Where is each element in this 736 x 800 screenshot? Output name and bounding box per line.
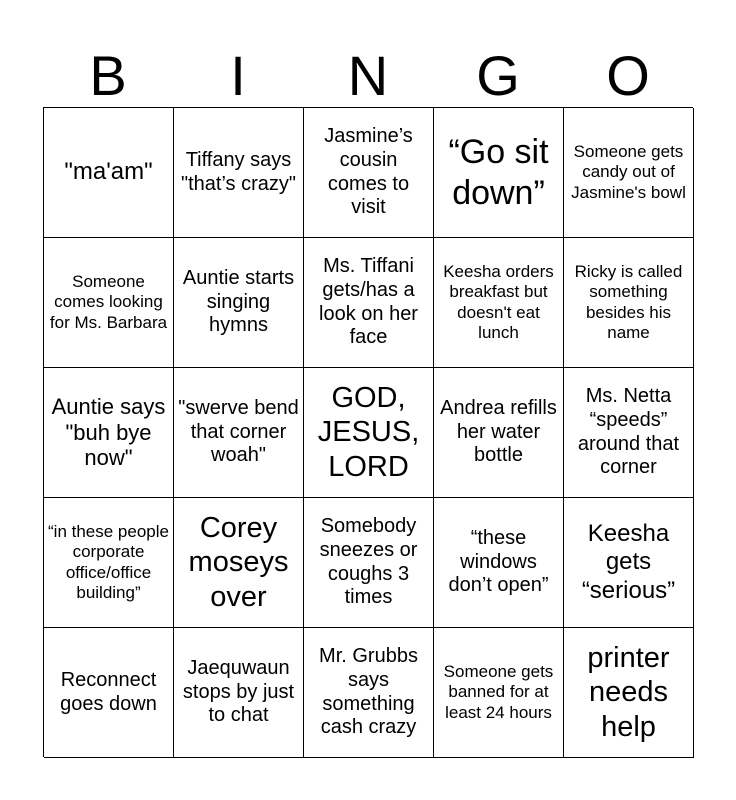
cell-text: printer needs help [587, 642, 670, 743]
cell-text: GOD, JESUS, LORD [317, 382, 420, 483]
header-letter-o: O [606, 44, 650, 107]
cell-text: Ricky is called something besides his name [574, 262, 683, 342]
cell-text: Keesha gets “serious” [581, 520, 676, 604]
bingo-cell[interactable] [44, 368, 174, 498]
bingo-cell[interactable] [564, 628, 694, 758]
cell-text: Andrea refills her water bottle [440, 397, 557, 467]
bingo-cell[interactable] [434, 628, 564, 758]
bingo-cell[interactable] [174, 238, 304, 368]
cell-text: Tiffany says "that’s crazy" [181, 148, 296, 195]
bingo-cell[interactable] [174, 498, 304, 628]
bingo-cell[interactable] [174, 368, 304, 498]
cell-text: Mr. Grubbs says something cash crazy [319, 645, 418, 739]
bingo-cell[interactable] [174, 628, 304, 758]
bingo-cell[interactable] [174, 108, 304, 238]
bingo-cell[interactable] [304, 108, 434, 238]
bingo-cell[interactable] [434, 368, 564, 498]
bingo-cell[interactable] [434, 238, 564, 368]
bingo-cell[interactable] [564, 238, 694, 368]
bingo-cell[interactable] [564, 368, 694, 498]
cell-text: Reconnect goes down [60, 668, 157, 715]
cell-text: Ms. Tiffani gets/has a look on her face [319, 255, 418, 349]
cell-text: Someone gets banned for at least 24 hours [443, 662, 554, 722]
bingo-cell[interactable] [44, 628, 174, 758]
cell-text: Keesha orders breakfast but doesn't eat lunch [443, 262, 554, 342]
bingo-cell[interactable] [44, 238, 174, 368]
cell-text: “Go sit down” [448, 133, 549, 212]
cell-text: Jaequwaun stops by just to chat [182, 657, 295, 727]
cell-text: Somebody sneezes or coughs 3 times [319, 515, 418, 609]
bingo-header [43, 44, 693, 108]
cell-text: Corey moseys over [188, 512, 289, 613]
bingo-cell[interactable] [434, 498, 564, 628]
bingo-cell[interactable] [564, 108, 694, 238]
cell-text: Jasmine’s cousin comes to visit [324, 125, 413, 219]
cell-text: “these windows don’t open” [448, 527, 549, 597]
header-letter-g: G [476, 44, 520, 107]
cell-text: Ms. Netta “speeds” around that corner [577, 385, 680, 479]
bingo-cell[interactable] [304, 368, 434, 498]
cell-text: Auntie starts singing hymns [182, 267, 295, 337]
cell-text: Someone comes looking for Ms. Barbara [49, 272, 168, 332]
bingo-cell[interactable] [304, 628, 434, 758]
header-letter-i: I [230, 44, 246, 107]
cell-text: "swerve bend that corner woah" [178, 397, 299, 467]
cell-text: “in these people corporate office/office building” [48, 522, 169, 602]
bingo-cell[interactable] [434, 108, 564, 238]
cell-text: Someone gets candy out of Jasmine's bowl [571, 142, 686, 202]
bingo-cell[interactable] [304, 238, 434, 368]
header-letter-b: B [89, 44, 127, 107]
bingo-cell[interactable] [304, 498, 434, 628]
bingo-cell[interactable] [564, 498, 694, 628]
bingo-board [43, 107, 693, 757]
header-letter-n: N [347, 44, 389, 107]
bingo-cell[interactable] [44, 108, 174, 238]
bingo-cell[interactable] [44, 498, 174, 628]
cell-text: Auntie says "buh bye now" [51, 393, 166, 471]
cell-text: "ma'am" [64, 158, 153, 186]
